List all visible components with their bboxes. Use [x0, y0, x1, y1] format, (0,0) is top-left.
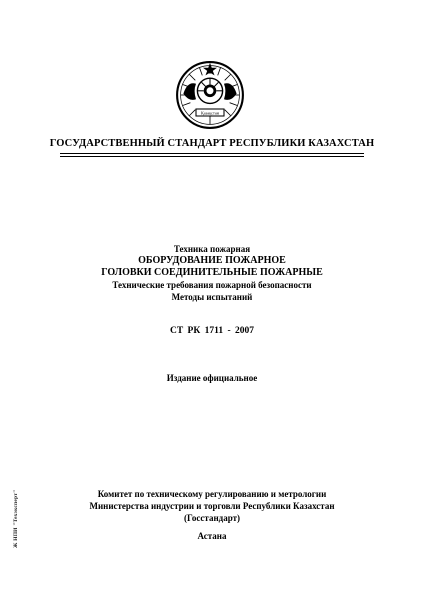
publication-city: Астана	[197, 531, 227, 541]
title-line-4: Технические требования пожарной безопасности	[112, 280, 312, 290]
edition-label: Издание официальное	[166, 373, 258, 383]
state-emblem	[175, 60, 245, 130]
title-line-2: ОБОРУДОВАНИЕ ПОЖАРНОЕ	[138, 255, 286, 266]
document-header: ГОСУДАРСТВЕННЫЙ СТАНДАРТ РЕСПУБЛИКИ КАЗАХСТАН	[49, 138, 375, 149]
title-line-1: Техника пожарная	[173, 244, 251, 254]
svg-text:Қазақстан: Қазақстан	[200, 110, 220, 116]
publisher-line-3: (Госстандарт)	[184, 513, 240, 523]
header-rule-bottom	[60, 156, 364, 157]
publisher-line-1: Комитет по техническому регулированию и метрологии	[97, 489, 327, 499]
publisher-block	[0, 488, 424, 524]
standard-designation: СТ РК 1711 - 2007	[169, 326, 255, 336]
publisher-line-2: Министерства индустрии и торговли Республики Казахстан	[89, 501, 335, 511]
side-watermark-note: Ж НПИ "Техэксперт"	[13, 489, 19, 548]
title-block	[0, 243, 424, 303]
title-line-3: ГОЛОВКИ СОЕДИНИТЕЛЬНЫЕ ПОЖАРНЫЕ	[101, 267, 323, 278]
title-line-5: Методы испытаний	[171, 292, 253, 302]
header-rule-top	[60, 153, 364, 154]
